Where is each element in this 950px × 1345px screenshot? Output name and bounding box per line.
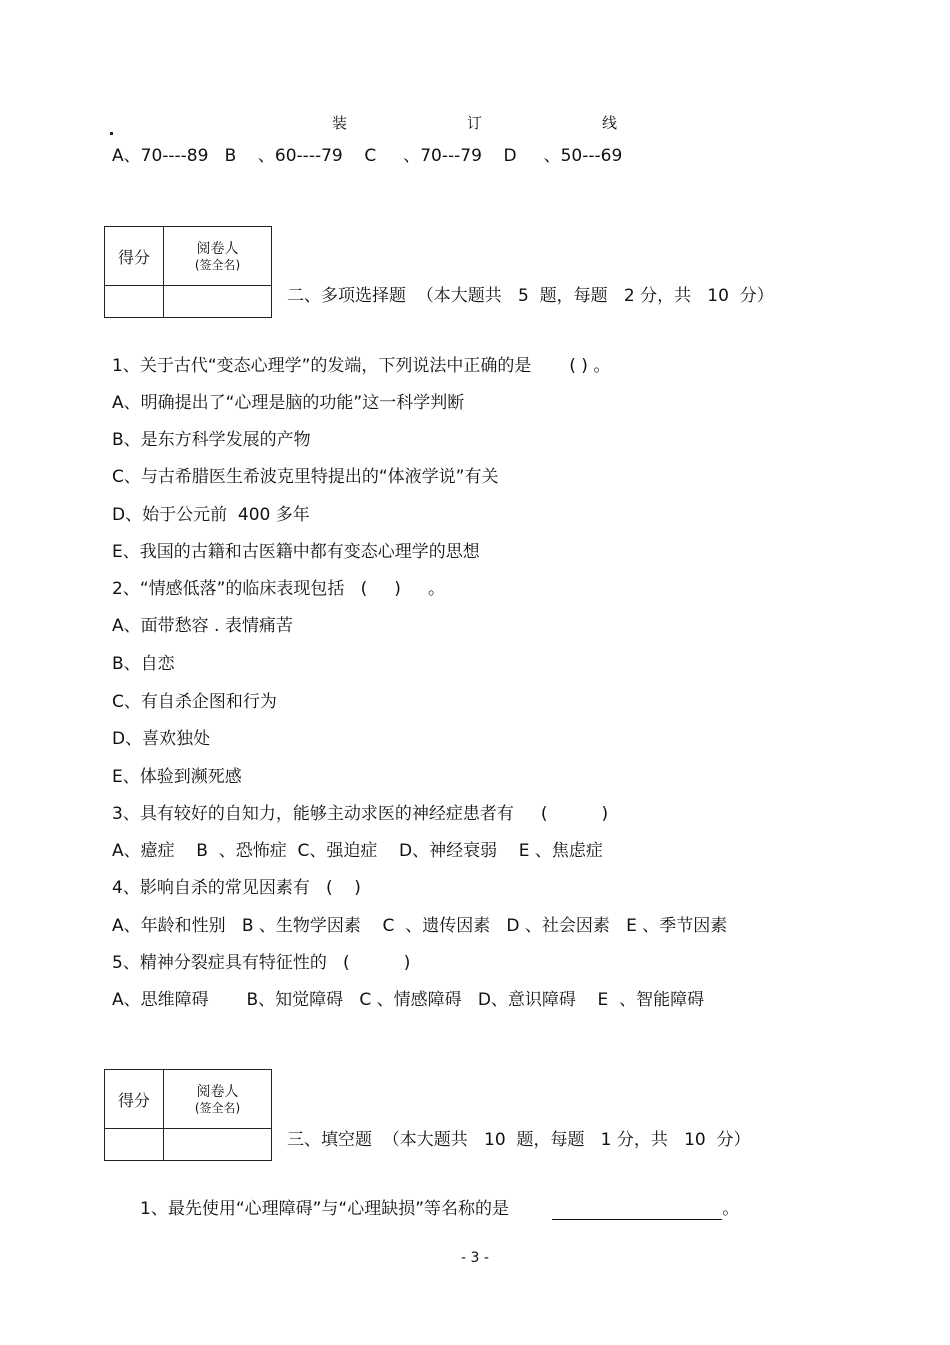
- binding-char-zhuang: 装: [332, 114, 350, 132]
- q2-option-a: A、面带愁容 . 表情痛苦: [112, 616, 293, 636]
- reviewer-label: 阅卷人: [196, 240, 239, 257]
- fill-q1: [140, 1198, 739, 1220]
- page-number: - 3 -: [461, 1250, 489, 1266]
- reviewer-note: (签全名): [194, 257, 241, 272]
- q1-stem: 1、关于古代“变态心理学”的发端，下列说法中正确的是 ( ) 。: [112, 356, 611, 376]
- q1-option-e: E、我国的古籍和古医籍中都有变态心理学的思想: [112, 542, 480, 562]
- q2-option-e: E、体验到濒死感: [112, 767, 242, 787]
- q1-option-c: C、与古希腊医生希波克里特提出的“体液学说”有关: [112, 467, 499, 487]
- previous-question-options: A、70----89 B 、60----79 C 、70---79 D 、50---69: [112, 146, 623, 166]
- q2-stem: 2、“情感低落”的临床表现包括 ( ) 。: [112, 579, 445, 599]
- q2-option-c: C、有自杀企图和行为: [112, 692, 277, 712]
- reviewer-note: (签全名): [194, 1100, 241, 1115]
- score-entry-cell[interactable]: [105, 1129, 164, 1161]
- score-box-section3: [104, 1069, 272, 1161]
- fill-q1-end: 。: [722, 1199, 740, 1219]
- q4-stem: 4、影响自杀的常见因素有 ( ): [112, 878, 361, 898]
- q5-options: A、思维障碍 B、知觉障碍 C 、情感障碍 D、意识障碍 E 、智能障碍: [112, 990, 705, 1010]
- reviewer-entry-cell[interactable]: [164, 1129, 272, 1161]
- score-box-section2: [104, 226, 272, 318]
- q2-option-d: D、喜欢独处: [112, 729, 211, 749]
- margin-mark: [110, 132, 113, 135]
- q2-option-b: B、自恋: [112, 654, 175, 674]
- fill-q1-text: 1、最先使用“心理障碍”与“心理缺损”等名称的是: [140, 1199, 510, 1219]
- reviewer-cell: [164, 227, 272, 286]
- q1-option-d: D、始于公元前 400 多年: [112, 505, 310, 525]
- reviewer-cell: [164, 1070, 272, 1129]
- q1-option-a: A、明确提出了“心理是脑的功能”这一科学判断: [112, 393, 465, 413]
- q1-option-b: B、是东方科学发展的产物: [112, 430, 311, 450]
- score-label: 得分: [105, 227, 164, 286]
- section3-title: 三、填空题 （本大题共 10 题，每题 1 分，共 10 分）: [287, 1130, 751, 1150]
- binding-char-ding: 订: [467, 114, 485, 132]
- score-entry-cell[interactable]: [105, 286, 164, 318]
- q4-options: A、年龄和性别 B 、生物学因素 C 、遗传因素 D 、社会因素 E 、季节因素: [112, 916, 728, 936]
- q3-options: A、癔症 B 、恐怖症 C、强迫症 D、神经衰弱 E 、焦虑症: [112, 841, 603, 861]
- fill-q1-blank[interactable]: [552, 1203, 722, 1220]
- section2-title: 二、多项选择题 （本大题共 5 题，每题 2 分，共 10 分）: [287, 286, 774, 306]
- reviewer-entry-cell[interactable]: [164, 286, 272, 318]
- q3-stem: 3、具有较好的自知力，能够主动求医的神经症患者有 ( ): [112, 804, 609, 824]
- reviewer-label: 阅卷人: [196, 1083, 239, 1100]
- score-label: 得分: [105, 1070, 164, 1129]
- binding-char-xian: 线: [602, 114, 620, 132]
- q5-stem: 5、精神分裂症具有特征性的 ( ): [112, 953, 411, 973]
